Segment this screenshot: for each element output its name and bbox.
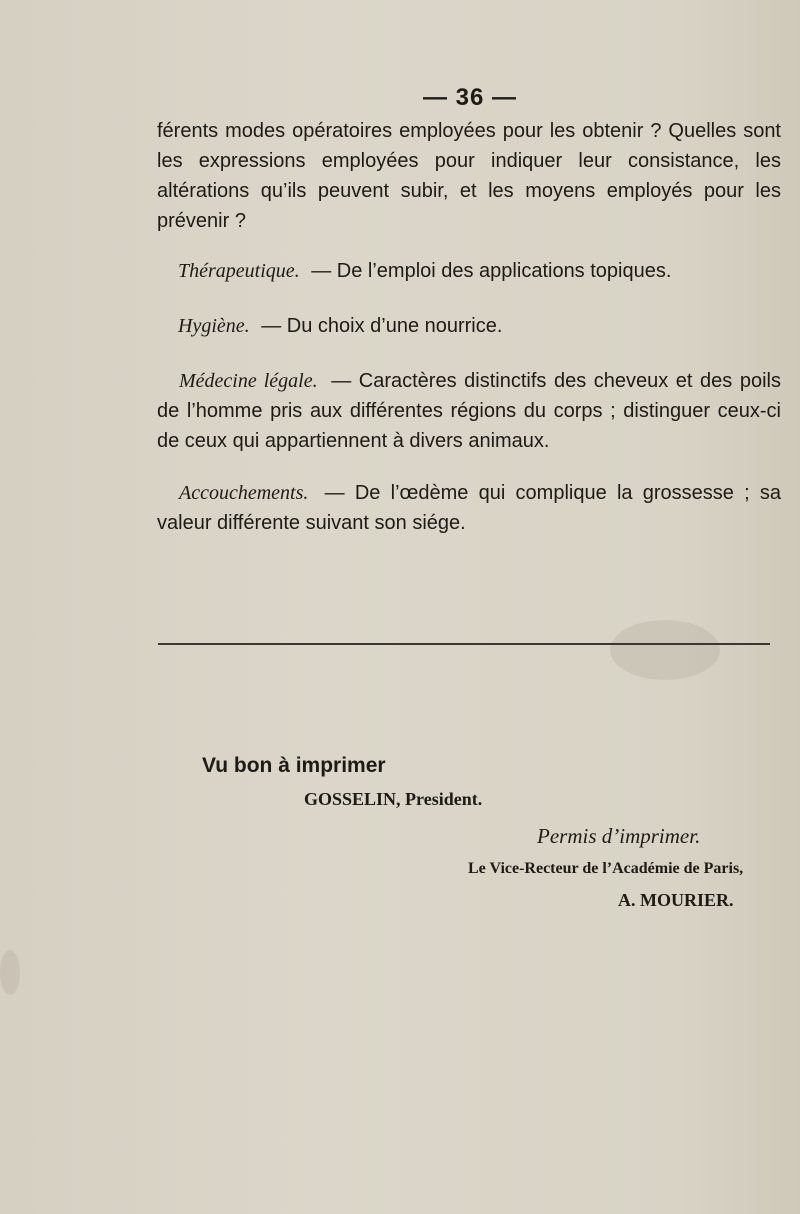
paper-stain (0, 950, 20, 995)
signature-name: A. MOURIER. (618, 890, 734, 910)
paragraph-therapeutique (178, 256, 778, 286)
vice-recteur-line: Le Vice-Recteur de l’Académie de Paris, (468, 860, 744, 877)
paragraph-text-therapeutique: — De l’emploi des applications topiques. (311, 260, 672, 282)
section-heading-therapeutique: Thérapeutique. (178, 260, 300, 282)
section-heading-hygiene: Hygiène. (178, 315, 250, 337)
section-heading-accouchements: Accouchements. (179, 482, 309, 504)
paragraph-text-accouchements: — De l’œdème qui complique la grossesse ; sa valeur différente suivant son siége. (157, 482, 782, 534)
paragraph-text-medecine-legale: — Caractères distinctifs des cheveux et des poils de l’homme pris aux différentes régions du corps ; distinguer ceux-ci de ceux qui appartiennent à divers animaux. (157, 370, 782, 452)
paragraph-medecine-legale (157, 366, 781, 456)
section-heading-medecine-legale: Médecine légale. (179, 370, 318, 392)
permis-imprimer: Permis d’imprimer. (537, 824, 701, 848)
horizontal-rule (158, 643, 770, 645)
paragraph-hygiene (178, 311, 778, 341)
approval-vu-bon: Vu bon à imprimer (202, 754, 386, 777)
page-number: — 36 — (422, 84, 518, 111)
paragraph-intro: férents modes opératoires employées pour les obtenir ? Quelles sont les expressions employées pour indiquer leur consistance, les altérations qu’ils peuvent subir, et les moyens employés pour les prévenir ? (157, 120, 781, 232)
paragraph-text-hygiene: — Du choix d’une nourrice. (261, 315, 503, 337)
approval-president: GOSSELIN, President. (304, 789, 483, 809)
paragraph-accouchements (157, 478, 781, 538)
paper-stain (610, 620, 720, 680)
